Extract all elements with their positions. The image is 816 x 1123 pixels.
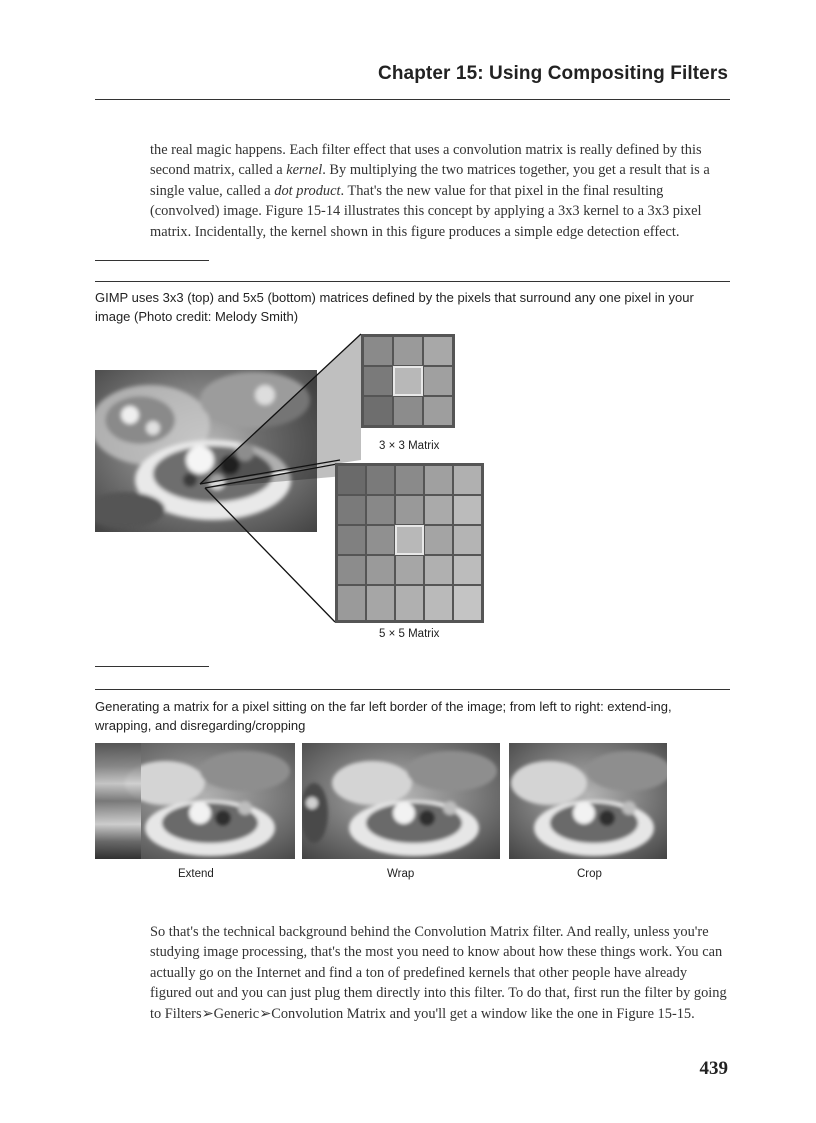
- matrix-3x3: [361, 334, 455, 428]
- photo-wrap: [302, 743, 500, 859]
- label-wrap: Wrap: [387, 868, 415, 880]
- photo-extend: [95, 743, 295, 859]
- figure2-caption: Generating a matrix for a pixel sitting on the far left border of the image; from left to right: extend-ing, wrapping, and disregarding/cropping: [95, 699, 672, 733]
- matrix-zoom-diagram: [95, 330, 495, 640]
- term-dot-product: dot product: [274, 182, 341, 199]
- figure2-rule: [95, 689, 730, 690]
- term-kernel: kernel: [286, 162, 323, 179]
- label-5x5-matrix: 5 × 5 Matrix: [379, 628, 440, 640]
- intro-text-2: . By multiplying the two matrices together, you get a result that is a single value, called a: [150, 162, 710, 199]
- matrix-5x5: [335, 463, 484, 623]
- menu-arrow-icon: ➢: [201, 1005, 214, 1022]
- header-rule: [95, 99, 730, 100]
- menu-generic: Generic: [213, 1005, 260, 1022]
- photo-crop: [509, 743, 667, 859]
- menu-arrow-icon: ➢: [259, 1005, 272, 1022]
- label-extend: Extend: [178, 868, 214, 880]
- label-3x3-matrix: 3 × 3 Matrix: [379, 440, 440, 452]
- figure1-caption: GIMP uses 3x3 (top) and 5x5 (bottom) matrices defined by the pixels that surround any one pixel in your image (Photo credit: Melody Smith): [95, 290, 694, 324]
- figure2-short-rule: [95, 666, 209, 667]
- intro-paragraph: [150, 140, 730, 242]
- chapter-title: Chapter 15: Using Compositing Filters: [378, 63, 728, 84]
- page-number: 439: [699, 1058, 728, 1079]
- closing-text-1: So that's the technical background behind the Convolution Matrix filter. And really, unless you're studying image processing, that's the most you need to know about how these things work. You can actually go on the Internet and find a ton of predefined kernels that other people have already figured out and you can just plug them directly into this filter. To do that, first run the filter by going to Filters: [150, 924, 727, 1022]
- menu-convolution-matrix: Convolution Matrix: [271, 1005, 386, 1022]
- intro-text-3: . That's the new value for that pixel in the final resulting (convolved) image. Figure 15-14 illustrates this concept by applying a 3x3 kernel to a 3x3 pixel matrix. Incidentally, the kernel shown in this figure produces a simple edge detection effect.: [150, 182, 702, 240]
- figure1-rule: [95, 281, 730, 282]
- closing-paragraph: [150, 922, 730, 1024]
- intro-text-1: the real magic happens. Each filter effect that uses a convolution matrix is really defined by this second matrix, called a: [150, 142, 702, 179]
- label-crop: Crop: [577, 868, 602, 880]
- figure1-short-rule: [95, 260, 209, 261]
- closing-text-2: and you'll get a window like the one in Figure 15-15.: [385, 1005, 695, 1022]
